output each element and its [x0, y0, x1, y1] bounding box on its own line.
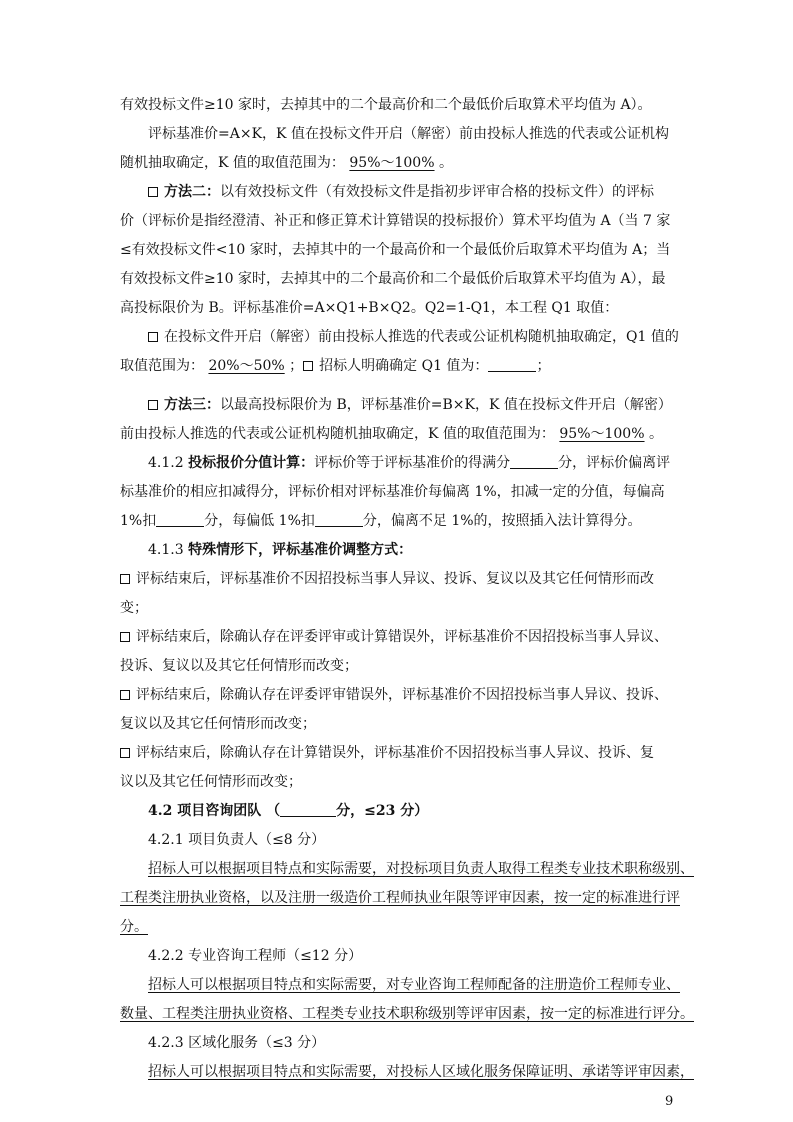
- option-line: 评标结束后，评标基准价不因招投标当事人异议、投诉、复议以及其它任何情形而改: [120, 569, 680, 589]
- text-line: 投诉、复议以及其它任何情形而改变；: [120, 658, 358, 674]
- q1-value-blank[interactable]: [488, 357, 536, 372]
- checkbox-icon[interactable]: [303, 361, 313, 371]
- checkbox-icon[interactable]: [120, 748, 130, 758]
- text-line: 数量、工程类注册执业资格、工程类专业技术职称级别等评审因素，按一定的标准进行评分。: [120, 1006, 694, 1022]
- text-line: 招标人可以根据项目特点和实际需要，对专业咨询工程师配备的注册造价工程师专业、: [148, 977, 680, 993]
- q1-option-line: 在投标文件开启（解密）前由投标人推选的代表或公证机构随机抽取确定，Q1 值的: [148, 327, 708, 347]
- text-line: 1%扣 分，每偏低 1%扣 分，偏离不足 1%的，按照插入法计算得分。: [120, 513, 642, 529]
- text-line: 有效投标文件≥10 家时，去掉其中的二个最高价和二个最低价后取算术平均值为 A），最: [120, 271, 666, 287]
- option-line: 评标结束后，除确认存在评委评审错误外，评标基准价不因招投标当事人异议、投诉、: [120, 685, 680, 705]
- q1-range-line: 取值范围为： 20%～50% ； 招标人明确确定 Q1 值为： ；: [120, 358, 551, 374]
- section-4-2-1: 4.2.1 项目负责人（≤8 分）: [148, 832, 326, 848]
- text-line: 价（评标价是指经澄清、补正和修正算术计算错误的投标报价）算术平均值为 A（当 7 家: [120, 213, 671, 229]
- section-4-1-3: 4.1.3 特殊情形下，评标基准价调整方式：: [148, 542, 413, 558]
- text-line: 议以及其它任何情形而改变；: [120, 774, 302, 790]
- method-three-line: 方法三：以最高投标限价为 B，评标基准价=B×K，K 值在投标文件开启（解密）: [148, 395, 708, 415]
- checkbox-icon[interactable]: [148, 187, 158, 197]
- text-line: 标基准价的相应扣减得分，评标价相对评标基准价每偏离 1%，扣减一定的分值，每偏高: [120, 484, 665, 500]
- section-4-2-heading: 4.2 项目咨询团队 （ 分，≤23 分）: [148, 803, 429, 819]
- section-4-2-2: 4.2.2 专业咨询工程师（≤12 分）: [148, 948, 363, 964]
- text-line: 前由投标人推选的代表或公证机构随机抽取确定，K 值的取值范围为： 95%～100% 。: [120, 426, 663, 442]
- q1-range-value: 20%～50%: [208, 358, 285, 374]
- text-line: 高投标限价为 B。评标基准价=A×Q1+B×Q2。Q2=1-Q1，本工程 Q1 取值：: [120, 300, 619, 316]
- k-range-value: 95%～100%: [559, 426, 645, 442]
- text-line: 变；: [120, 600, 148, 616]
- text-line: 招标人可以根据项目特点和实际需要，对投标人区域化服务保障证明、承诺等评审因素，: [148, 1064, 694, 1080]
- section-4-1-2: 4.1.2 投标报价分值计算：评标价等于评标基准价的得满分 分，评标价偏离评: [148, 455, 671, 471]
- checkbox-icon[interactable]: [148, 332, 158, 342]
- text-line: 招标人可以根据项目特点和实际需要，对投标项目负责人取得工程类专业技术职称级别、: [148, 861, 694, 877]
- full-score-blank[interactable]: [510, 454, 558, 469]
- option-line: 评标结束后，除确认存在计算错误外，评标基准价不因招投标当事人异议、投诉、复: [120, 743, 680, 763]
- text-line: 随机抽取确定，K 值的取值范围为： 95%～100% 。: [120, 155, 453, 171]
- checkbox-icon[interactable]: [148, 400, 158, 410]
- checkbox-icon[interactable]: [120, 574, 130, 584]
- text-line: 工程类注册执业资格，以及注册一级造价工程师执业年限等评审因素，按一定的标准进行评: [120, 890, 680, 906]
- page-number: 9: [665, 1094, 674, 1109]
- checkbox-icon[interactable]: [120, 690, 130, 700]
- text-line: 评标基准价=A×K，K 值在投标文件开启（解密）前由投标人推选的代表或公证机构: [148, 126, 669, 142]
- text-line: 复议以及其它任何情形而改变；: [120, 716, 316, 732]
- method-two-line: 方法二：以有效投标文件（有效投标文件是指初步评审合格的投标文件）的评标: [148, 182, 708, 202]
- deduct-high-blank[interactable]: [156, 512, 204, 527]
- section-4-2-3: 4.2.3 区域化服务（≤3 分）: [148, 1035, 326, 1051]
- option-line: 评标结束后，除确认存在评委评审或计算错误外，评标基准价不因招投标当事人异议、: [120, 627, 680, 647]
- checkbox-icon[interactable]: [120, 632, 130, 642]
- text-line: 分。: [120, 919, 148, 935]
- text-line: ≤有效投标文件<10 家时，去掉其中的一个最高价和一个最低价后取算术平均值为 A；当: [120, 242, 671, 258]
- deduct-low-blank[interactable]: [315, 512, 363, 527]
- team-score-blank[interactable]: [280, 802, 336, 817]
- text-line: 有效投标文件≥10 家时，去掉其中的二个最高价和二个最低价后取算术平均值为 A）。: [120, 97, 652, 113]
- k-range-value: 95%～100%: [349, 155, 435, 171]
